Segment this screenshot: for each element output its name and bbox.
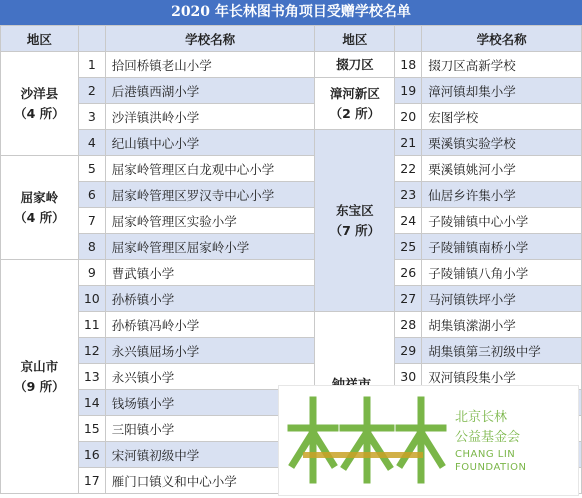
- school-no: 13: [78, 364, 105, 390]
- school-name: 胡集镇潆湖小学: [422, 312, 582, 338]
- region-name: 京山市: [20, 358, 59, 374]
- school-no: 2: [78, 78, 105, 104]
- school-name: 仙居乡许集小学: [422, 182, 582, 208]
- header-school-right: 学校名称: [422, 26, 582, 52]
- logo-cn-line1: 北京长林: [455, 410, 508, 425]
- school-no: 3: [78, 104, 105, 130]
- region-cell-zhanghe: [315, 78, 395, 130]
- school-no: 28: [395, 312, 422, 338]
- school-name: 栗溪镇姚河小学: [422, 156, 582, 182]
- region-name: 东宝区: [336, 202, 374, 218]
- school-no: 9: [78, 260, 105, 286]
- school-name: 宏图学校: [422, 104, 582, 130]
- region-name: 掇刀区: [336, 56, 374, 72]
- school-no: 11: [78, 312, 105, 338]
- school-no: 25: [395, 234, 422, 260]
- school-no: 26: [395, 260, 422, 286]
- school-name: 掇刀区高新学校: [422, 52, 582, 78]
- school-no: 16: [78, 442, 105, 468]
- school-name: 后港镇西湖小学: [105, 78, 315, 104]
- school-no: 8: [78, 234, 105, 260]
- region-name: 屈家岭: [20, 189, 59, 205]
- school-name: 拾回桥镇老山小学: [105, 52, 315, 78]
- school-no: 19: [395, 78, 422, 104]
- school-no: 15: [78, 416, 105, 442]
- table-row: [1, 104, 582, 130]
- region-count: （9 所）: [14, 378, 65, 394]
- header-school-left: 学校名称: [105, 26, 315, 52]
- school-name: 胡集镇第三初级中学: [422, 338, 582, 364]
- school-name: 子陵铺镇中心小学: [422, 208, 582, 234]
- table-row: [1, 286, 582, 312]
- school-name: 屈家岭管理区屈家岭小学: [105, 234, 315, 260]
- school-name: 屈家岭管理区实验小学: [105, 208, 315, 234]
- school-no: 23: [395, 182, 422, 208]
- school-no: 7: [78, 208, 105, 234]
- logo-cn-line2: 公益基金会: [455, 430, 521, 445]
- school-no: 27: [395, 286, 422, 312]
- header-no-right: [395, 26, 422, 52]
- school-no: 29: [395, 338, 422, 364]
- school-no: 21: [395, 130, 422, 156]
- school-name: 漳河镇却集小学: [422, 78, 582, 104]
- region-name: 沙洋县: [20, 85, 59, 101]
- table-row: [1, 78, 582, 104]
- school-no: 12: [78, 338, 105, 364]
- school-name: 栗溪镇实验学校: [422, 130, 582, 156]
- table-row: [1, 312, 582, 338]
- school-no: 24: [395, 208, 422, 234]
- logo-en-line2: FOUNDATION: [455, 462, 527, 473]
- school-name: 孙桥镇冯岭小学: [105, 312, 315, 338]
- region-count: （2 所）: [329, 105, 381, 121]
- trees-logo-icon: [287, 394, 447, 486]
- region-count: （7 所）: [329, 222, 381, 238]
- school-no: 30: [395, 364, 422, 390]
- school-name: 雁门口镇义和中心小学: [105, 468, 315, 494]
- table-row: [1, 182, 582, 208]
- school-no: 5: [78, 156, 105, 182]
- school-name: 曹武镇小学: [105, 260, 315, 286]
- table-row: [1, 338, 582, 364]
- school-name: 屈家岭管理区白龙观中心小学: [105, 156, 315, 182]
- region-cell-shayang: [1, 52, 79, 156]
- table-row: [1, 208, 582, 234]
- table-row: [1, 52, 582, 78]
- school-name: 子陵铺镇八角小学: [422, 260, 582, 286]
- school-name: 双河镇段集小学: [422, 364, 582, 390]
- region-name: 漳河新区: [329, 85, 380, 101]
- school-no: 20: [395, 104, 422, 130]
- region-cell-dongbao: [315, 130, 395, 312]
- table-row: [1, 130, 582, 156]
- region-cell-duodao: [315, 52, 395, 78]
- table-row: [1, 156, 582, 182]
- school-no: 22: [395, 156, 422, 182]
- header-no-left: [78, 26, 105, 52]
- region-cell-qujialing: [1, 156, 79, 260]
- school-no: 14: [78, 390, 105, 416]
- header-row: [1, 26, 582, 52]
- table-row: [1, 234, 582, 260]
- region-count: （4 所）: [14, 209, 65, 225]
- region-count: （4 所）: [14, 105, 65, 121]
- school-no: 18: [395, 52, 422, 78]
- school-name: 马河镇铁坪小学: [422, 286, 582, 312]
- school-name: 永兴镇屈场小学: [105, 338, 315, 364]
- school-no: 4: [78, 130, 105, 156]
- region-cell-jingshan: [1, 260, 79, 494]
- school-name: 宋河镇初级中学: [105, 442, 315, 468]
- school-name: 钱场镇小学: [105, 390, 315, 416]
- school-no: 10: [78, 286, 105, 312]
- logo-text: [455, 408, 526, 474]
- table-row: [1, 260, 582, 286]
- school-name: 沙洋镇洪岭小学: [105, 104, 315, 130]
- school-no: 17: [78, 468, 105, 494]
- school-no: 1: [78, 52, 105, 78]
- school-no: 6: [78, 182, 105, 208]
- logo-en-line1: CHANG LIN: [455, 449, 516, 460]
- school-name: 永兴镇小学: [105, 364, 315, 390]
- school-name: 子陵铺镇南桥小学: [422, 234, 582, 260]
- header-region-left: 地区: [1, 26, 79, 52]
- school-name: 屈家岭管理区罗汉寺中心小学: [105, 182, 315, 208]
- school-name: 三阳镇小学: [105, 416, 315, 442]
- school-name: 孙桥镇小学: [105, 286, 315, 312]
- header-region-right: 地区: [315, 26, 395, 52]
- table-title: 2020 年长林图书角项目受赠学校名单: [0, 0, 582, 25]
- school-name: 纪山镇中心小学: [105, 130, 315, 156]
- foundation-logo: [278, 385, 579, 496]
